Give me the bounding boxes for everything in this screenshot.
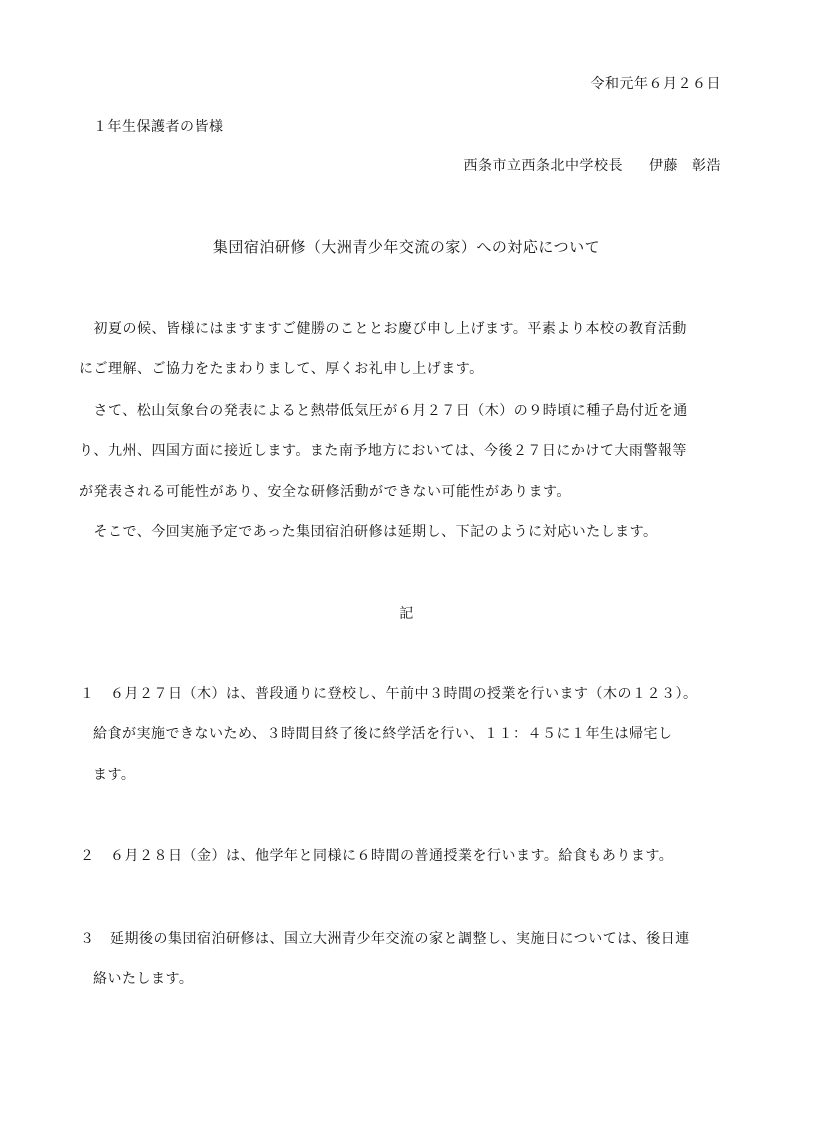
letter-date: 令和元年６月２６日	[590, 76, 721, 92]
sender-surname: 伊藤	[649, 158, 678, 174]
sender-given-name: 彰浩	[692, 158, 721, 174]
item-text: 延期後の集団宿泊研修は、国立大洲青少年交流の家と調整し、実施日については、後日連	[110, 931, 690, 947]
item-line: ます。	[93, 767, 136, 783]
document-title: 集団宿泊研修（大洲青少年交流の家）への対応について	[212, 238, 601, 256]
item-line	[80, 928, 690, 948]
item-line	[80, 845, 673, 865]
body-line: り、九州、四国方面に接近します。また南予地方においては、今後２７日にかけて大雨警報等	[79, 443, 687, 459]
item-number: １	[80, 686, 95, 702]
body-line: さて、松山気象台の発表によると熱帯低気圧が６月２７日（木）の９時頃に種子島付近を通	[79, 403, 688, 419]
item-number: ３	[80, 931, 95, 947]
item-number: ２	[80, 848, 95, 864]
item-text: ６月２７日（木）は、普段通りに登校し、午前中３時間の授業を行います（木の１２３）。	[110, 686, 698, 702]
body-line: にご理解、ご協力をたまわりまして、厚くお礼申し上げます。	[79, 361, 484, 377]
sender-organization: 西条市立西条北中学校長	[463, 158, 623, 174]
body-line: そこで、今回実施予定であった集団宿泊研修は延期し、下記のように対応いたします。	[79, 524, 658, 540]
item-line	[80, 683, 698, 703]
item-line: 給食が実施できないため、３時間目終了後に終学活を行い、１１：４５に１年生は帰宅し	[93, 726, 673, 742]
body-line: 初夏の候、皆様にはますますご健勝のこととお慶び申し上げます。平素より本校の教育活動	[79, 321, 687, 337]
addressee: １年生保護者の皆様	[93, 119, 224, 135]
item-text: ６月２８日（金）は、他学年と同様に６時間の普通授業を行います。給食もあります。	[110, 848, 674, 864]
body-line: が発表される可能性があり、安全な研修活動ができない可能性があります。	[79, 484, 571, 500]
kigou-heading: 記	[399, 606, 414, 622]
item-line: 絡いたします。	[93, 971, 194, 987]
sender	[464, 155, 722, 175]
